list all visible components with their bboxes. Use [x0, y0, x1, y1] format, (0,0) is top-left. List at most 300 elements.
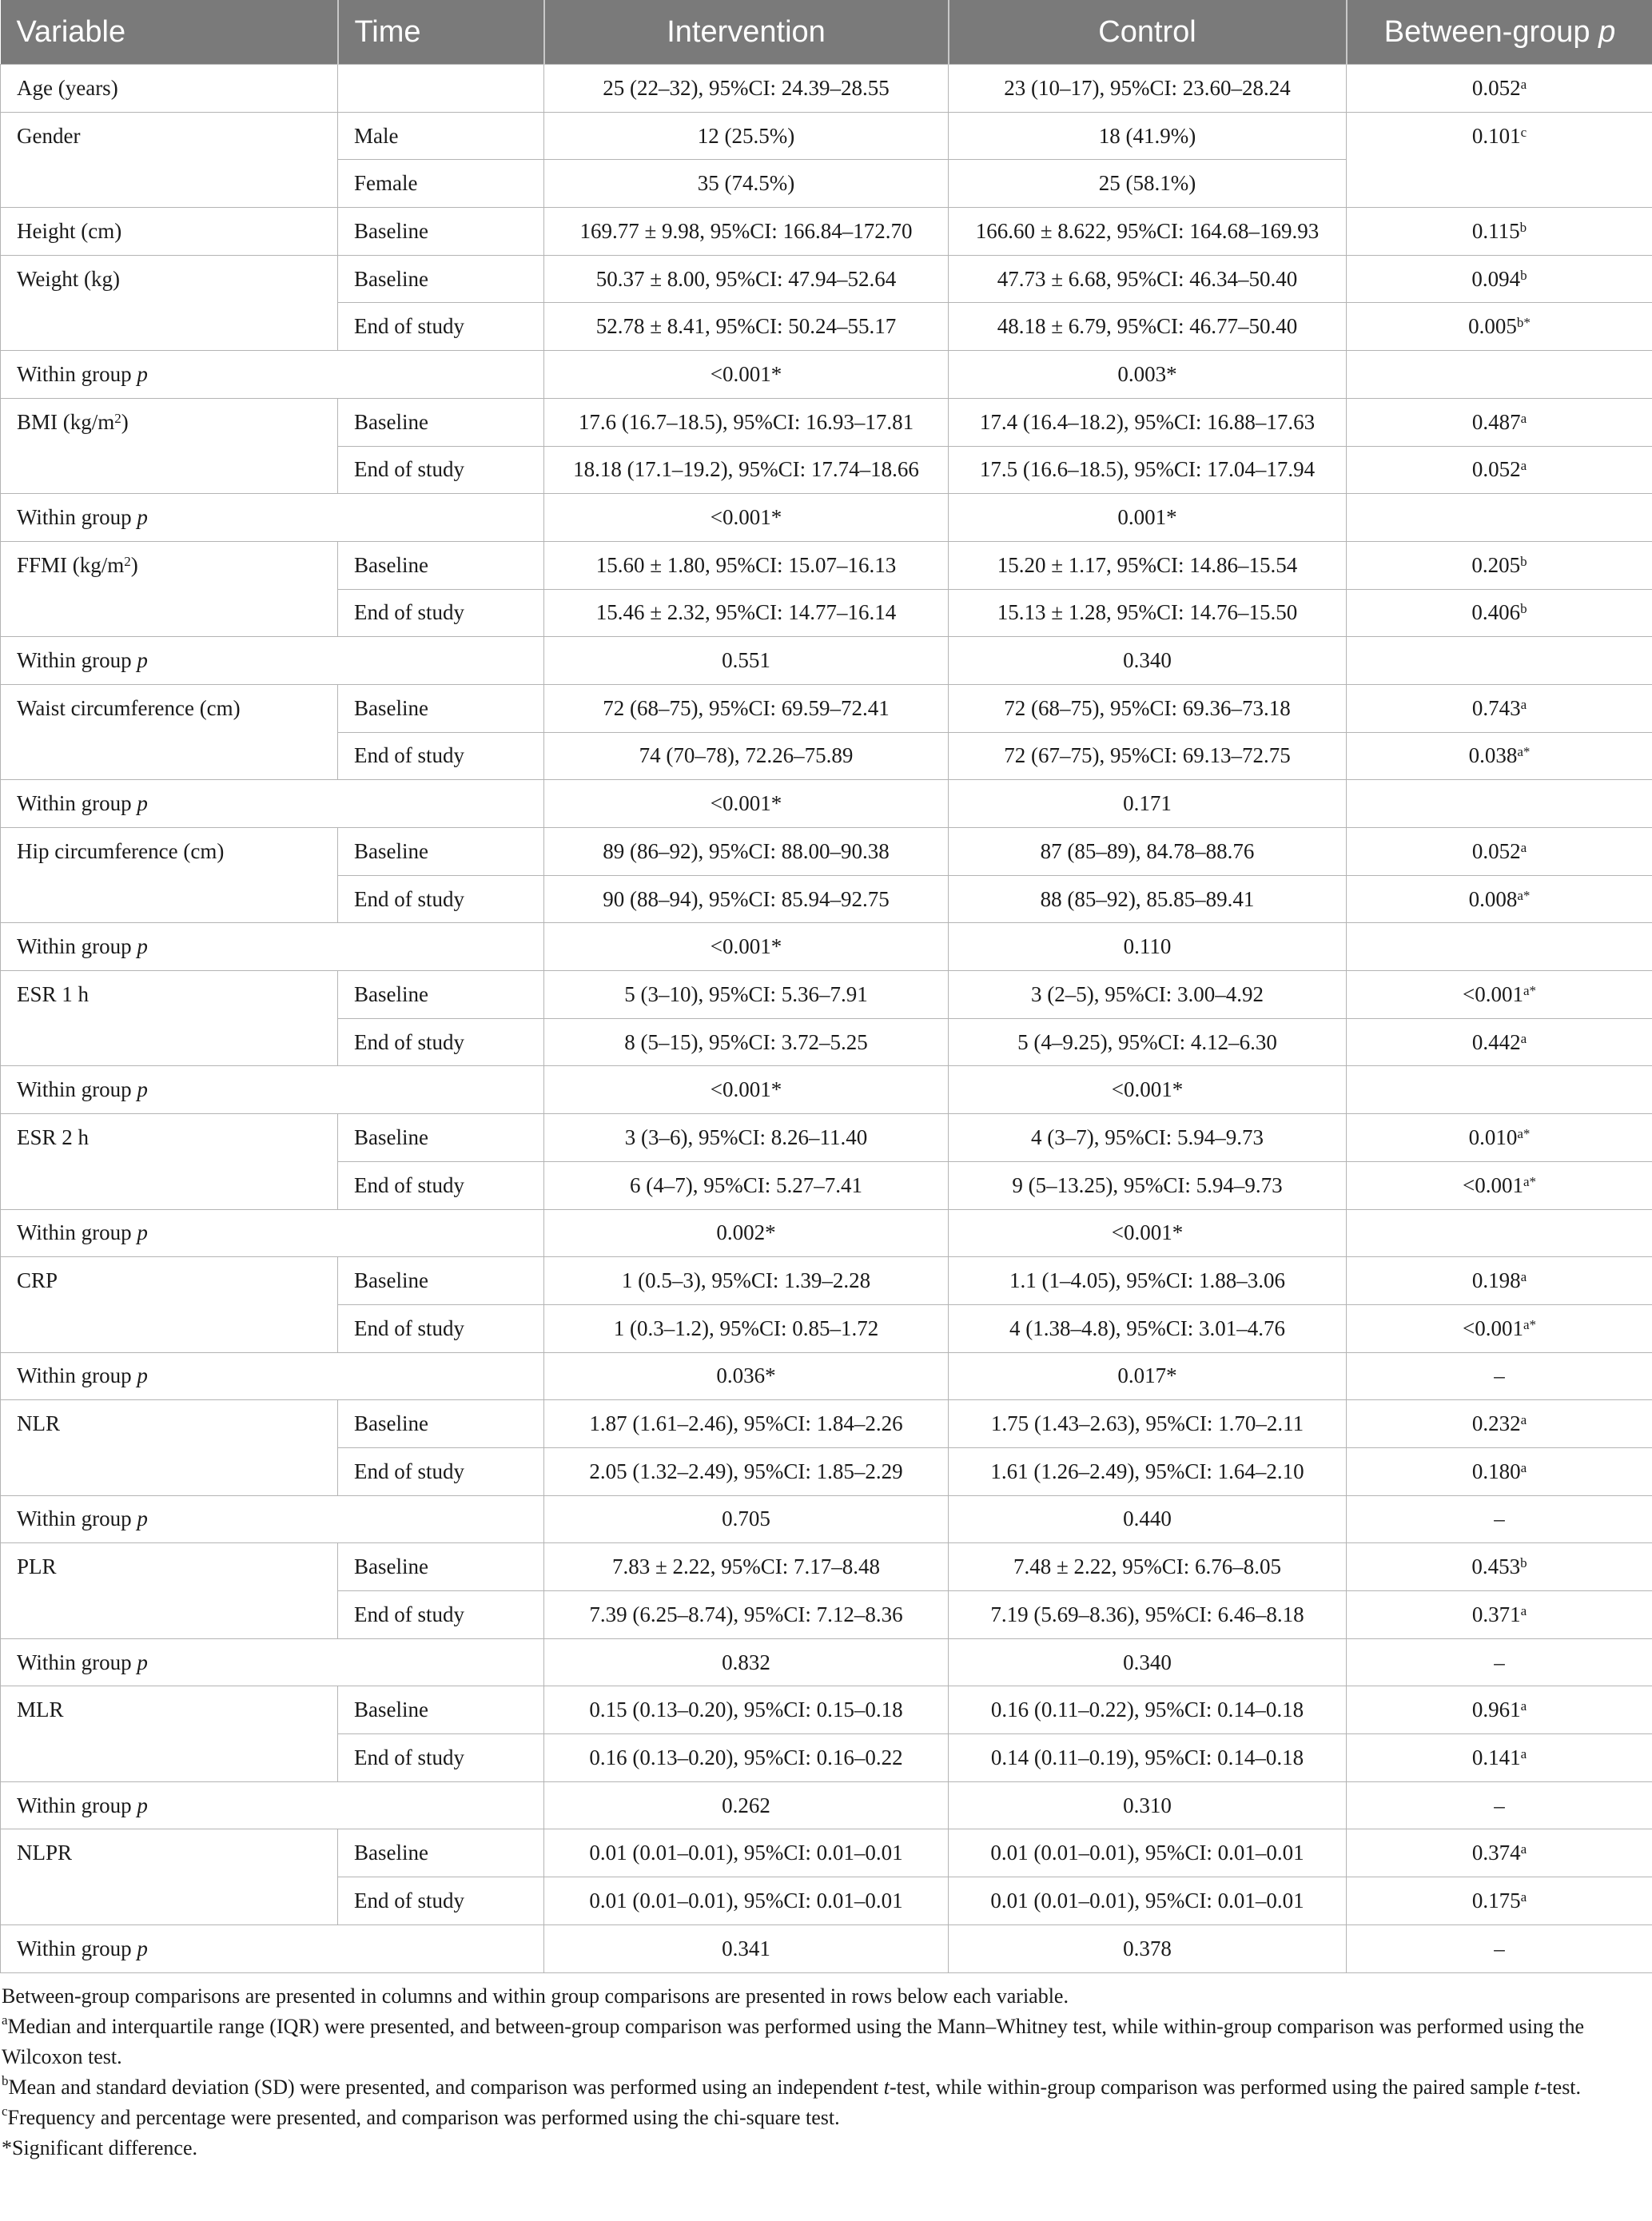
intervention-value: 3 (3–6), 95%CI: 8.26–11.40 [624, 1124, 868, 1149]
control-cell [949, 1066, 1347, 1114]
intervention-cell [544, 1638, 949, 1686]
p-footnote-mark: a [1520, 1459, 1527, 1475]
control-cell [949, 351, 1347, 399]
intervention-cell [544, 637, 949, 685]
p-footnote-mark: b [1520, 267, 1527, 283]
intervention-cell [544, 1495, 949, 1543]
intervention-value: 17.6 (16.7–18.5), 95%CI: 16.93–17.81 [578, 409, 914, 434]
table-row [1, 255, 1652, 303]
intervention-value: 6 (4–7), 95%CI: 5.27–7.41 [630, 1172, 862, 1197]
control-cell [949, 1543, 1347, 1591]
control-value: 0.110 [1123, 934, 1172, 959]
variable-cell [1, 65, 338, 113]
time-cell [338, 1877, 544, 1925]
time-cell [338, 1161, 544, 1209]
p-value: 0.487 [1471, 409, 1521, 434]
between-group-p-cell [1347, 684, 1652, 732]
variable-cell [1, 446, 338, 494]
control-value: 0.003* [1117, 361, 1177, 386]
control-value: 87 (85–89), 84.78–88.76 [1040, 838, 1255, 863]
footnote-a: $^a$Median and interquartile range (IQR) were presented, and between-group comparison was performed using the Mann–Whitney test, while within-group comparison was performed using the Wilcoxon test. [2, 2012, 1585, 2068]
intervention-cell [544, 1734, 949, 1782]
intervention-cell [544, 1400, 949, 1448]
variable-label: PLR [17, 1554, 57, 1579]
p-value: – [1494, 1793, 1505, 1817]
time-label: Baseline [354, 266, 428, 291]
intervention-value: 15.60 ± 1.80, 95%CI: 15.07–16.13 [595, 552, 897, 577]
p-value: 0.094 [1471, 266, 1521, 291]
intervention-cell [544, 446, 949, 494]
within-group-text: Within group [17, 1220, 137, 1245]
p-value: 0.371 [1471, 1602, 1521, 1626]
control-cell [949, 589, 1347, 637]
control-value: 0.01 (0.01–0.01), 95%CI: 0.01–0.01 [990, 1888, 1304, 1913]
control-value: 0.14 (0.11–0.19), 95%CI: 0.14–0.18 [990, 1745, 1304, 1769]
between-group-p-cell [1347, 828, 1652, 876]
control-cell [949, 398, 1347, 446]
table-row [1, 1781, 1652, 1829]
control-cell [949, 541, 1347, 589]
table-row [1, 494, 1652, 542]
intervention-value: 12 (25.5%) [697, 123, 795, 148]
intervention-value: 89 (86–92), 95%CI: 88.00–90.38 [603, 838, 890, 863]
variable-label: Age (years) [17, 76, 118, 100]
intervention-value: 0.01 (0.01–0.01), 95%CI: 0.01–0.01 [589, 1888, 903, 1913]
time-label: End of study [354, 1029, 464, 1054]
p-value: 0.052 [1471, 457, 1521, 482]
control-value: 7.19 (5.69–8.36), 95%CI: 6.46–8.18 [990, 1602, 1304, 1626]
table-row [1, 1924, 1652, 1972]
control-cell [949, 875, 1347, 923]
p-value: – [1494, 1936, 1505, 1960]
table-row [1, 65, 1652, 113]
intervention-value: 1 (0.3–1.2), 95%CI: 0.85–1.72 [613, 1315, 879, 1340]
between-group-p-cell [1347, 780, 1652, 828]
between-group-p-cell [1347, 65, 1652, 113]
variable-after: ) [130, 552, 138, 577]
within-group-text: Within group [17, 648, 137, 673]
intervention-value: 0.036* [716, 1363, 776, 1388]
variable-cell [1, 160, 338, 208]
intervention-value: 0.832 [722, 1650, 770, 1674]
intervention-cell [544, 1066, 949, 1114]
variable-label: ESR 1 h [17, 982, 90, 1007]
variable-cell [1, 398, 338, 446]
intervention-cell [544, 1543, 949, 1591]
table-row [1, 1638, 1652, 1686]
p-value: 0.453 [1471, 1554, 1521, 1579]
within-group-label [1, 494, 544, 542]
italic-p: p [137, 934, 148, 959]
footnote-general: Between-group comparisons are presented in columns and within group comparisons are presented in rows below each variable. [2, 1984, 1069, 2008]
header-between-group [1347, 0, 1652, 65]
p-footnote-mark: a* [1517, 1125, 1531, 1141]
time-cell [338, 1400, 544, 1448]
between-group-p-cell [1347, 971, 1652, 1019]
control-value: 1.75 (1.43–2.63), 95%CI: 1.70–2.11 [990, 1411, 1304, 1436]
footnote-b: $^b$Mean and standard deviation (SD) were presented, and comparison was performed using an independent t-test, while within-group comparison was performed using the paired sample t-test. [2, 2072, 1582, 2099]
variable-label: MLR [17, 1698, 64, 1722]
table-row [1, 1018, 1652, 1066]
control-cell [949, 780, 1347, 828]
intervention-cell [544, 1114, 949, 1162]
time-label: Baseline [354, 838, 428, 863]
time-label: Baseline [354, 695, 428, 720]
control-cell [949, 112, 1347, 160]
p-value: – [1494, 1363, 1505, 1388]
table-row [1, 303, 1652, 351]
control-value: 15.13 ± 1.28, 95%CI: 14.76–15.50 [997, 600, 1298, 625]
intervention-cell [544, 684, 949, 732]
table-row [1, 1447, 1652, 1495]
between-group-p-cell [1347, 732, 1652, 780]
variable-cell [1, 1257, 338, 1305]
intervention-value: 90 (88–94), 95%CI: 85.94–92.75 [603, 886, 890, 911]
between-group-p-cell [1347, 398, 1652, 446]
intervention-cell [544, 1352, 949, 1400]
p-value: 0.052 [1471, 838, 1521, 863]
time-label: Baseline [354, 1124, 428, 1149]
table-row [1, 112, 1652, 160]
p-value: 0.406 [1471, 600, 1521, 625]
table-row [1, 351, 1652, 399]
control-cell [949, 828, 1347, 876]
control-value: 0.378 [1123, 1936, 1172, 1960]
between-group-p-cell [1347, 1829, 1652, 1877]
control-value: 0.340 [1123, 1650, 1172, 1674]
table-row [1, 1543, 1652, 1591]
between-group-p-cell [1347, 160, 1652, 208]
variable-label: Waist circumference (cm) [17, 695, 241, 720]
time-label: End of study [354, 1745, 464, 1769]
p-footnote-mark: a [1520, 76, 1527, 92]
intervention-cell [544, 971, 949, 1019]
italic-p: p [137, 1650, 148, 1674]
intervention-cell [544, 1924, 949, 1972]
p-value: 0.205 [1471, 552, 1521, 577]
time-label: End of study [354, 743, 464, 768]
control-cell [949, 1781, 1347, 1829]
table-header [1, 0, 1652, 65]
variable-cell [1, 1829, 338, 1877]
variable-label: BMI (kg/m [17, 409, 115, 434]
variable-label: Hip circumference (cm) [17, 839, 225, 863]
within-group-label [1, 780, 544, 828]
intervention-value: 7.83 ± 2.22, 95%CI: 7.17–8.48 [611, 1554, 881, 1579]
italic-p: p [137, 1936, 148, 1960]
between-group-p-cell [1347, 1018, 1652, 1066]
control-cell [949, 1495, 1347, 1543]
control-value: 0.01 (0.01–0.01), 95%CI: 0.01–0.01 [990, 1841, 1304, 1865]
intervention-value: 52.78 ± 8.41, 95%CI: 50.24–55.17 [595, 314, 897, 339]
time-label: Baseline [354, 552, 428, 577]
time-cell [338, 446, 544, 494]
time-cell [338, 1591, 544, 1639]
control-cell [949, 1304, 1347, 1352]
intervention-value: 8 (5–15), 95%CI: 3.72–5.25 [624, 1029, 868, 1054]
control-value: 0.310 [1123, 1793, 1172, 1817]
intervention-cell [544, 589, 949, 637]
table-row [1, 875, 1652, 923]
time-cell [338, 112, 544, 160]
between-group-p-cell [1347, 1304, 1652, 1352]
p-value: <0.001 [1462, 1172, 1523, 1197]
between-group-p-cell [1347, 1447, 1652, 1495]
within-group-label [1, 1066, 544, 1114]
header-variable: Variable [1, 0, 338, 65]
control-value: 72 (67–75), 95%CI: 69.13–72.75 [1004, 743, 1291, 768]
table-row [1, 923, 1652, 971]
p-value: – [1494, 1650, 1505, 1674]
control-cell [949, 732, 1347, 780]
p-footnote-mark: a [1520, 839, 1527, 855]
control-value: 4 (3–7), 95%CI: 5.94–9.73 [1031, 1124, 1264, 1149]
p-footnote-mark: b [1520, 553, 1527, 569]
p-value: 0.374 [1471, 1841, 1521, 1865]
variable-cell [1, 303, 338, 351]
control-value: 4 (1.38–4.8), 95%CI: 3.01–4.76 [1009, 1315, 1285, 1340]
time-cell [338, 1257, 544, 1305]
between-group-p-cell [1347, 1877, 1652, 1925]
p-value: 0.010 [1468, 1124, 1518, 1149]
control-value: 17.4 (16.4–18.2), 95%CI: 16.88–17.63 [979, 409, 1316, 434]
variable-label: NLPR [17, 1841, 73, 1865]
footnote-significance: *Significant difference. [2, 2135, 197, 2159]
intervention-value: <0.001* [710, 791, 782, 816]
p-value: 0.038 [1468, 743, 1518, 768]
within-group-text: Within group [17, 791, 137, 816]
control-cell [949, 208, 1347, 256]
p-footnote-mark: a [1520, 1602, 1527, 1618]
italic-p: p [137, 1220, 148, 1245]
time-label: Baseline [354, 1698, 428, 1722]
control-value: 0.440 [1123, 1507, 1172, 1531]
footnote-c: $^c$Frequency and percentage were presented, and comparison was performed using the chi-square test. [2, 2103, 840, 2129]
intervention-value: 50.37 ± 8.00, 95%CI: 47.94–52.64 [595, 266, 897, 291]
intervention-cell [544, 1161, 949, 1209]
intervention-value: 74 (70–78), 72.26–75.89 [639, 743, 854, 768]
intervention-value: 35 (74.5%) [697, 171, 795, 196]
control-cell [949, 1686, 1347, 1734]
p-value: 0.232 [1471, 1411, 1521, 1436]
between-group-p-cell [1347, 1066, 1652, 1114]
italic-p: p [137, 505, 148, 530]
p-value: 0.743 [1471, 695, 1521, 720]
between-group-p-cell [1347, 589, 1652, 637]
time-label: End of study [354, 1315, 464, 1340]
time-label: End of study [354, 886, 464, 911]
control-cell [949, 684, 1347, 732]
control-value: <0.001* [1111, 1077, 1184, 1102]
table-row [1, 1686, 1652, 1734]
control-cell [949, 1591, 1347, 1639]
italic-p: p [137, 791, 148, 816]
p-footnote-mark: b [1520, 1555, 1527, 1571]
within-group-label [1, 1781, 544, 1829]
variable-sup: 2 [124, 553, 131, 569]
variable-cell [1, 1114, 338, 1162]
p-value: 0.115 [1471, 218, 1520, 243]
table-body [1, 65, 1652, 1973]
between-group-p-cell [1347, 1686, 1652, 1734]
time-cell [338, 589, 544, 637]
variable-cell [1, 1304, 338, 1352]
within-group-label [1, 1638, 544, 1686]
time-cell [338, 541, 544, 589]
footnotes [0, 1973, 1652, 2163]
between-group-p-cell [1347, 1734, 1652, 1782]
time-label: Baseline [354, 218, 428, 243]
between-group-p-cell [1347, 1352, 1652, 1400]
time-cell [338, 1018, 544, 1066]
control-value: 1.61 (1.26–2.49), 95%CI: 1.64–2.10 [990, 1459, 1304, 1483]
p-footnote-mark: a [1520, 1030, 1527, 1046]
intervention-value: 15.46 ± 2.32, 95%CI: 14.77–16.14 [595, 600, 897, 625]
intervention-value: 0.15 (0.13–0.20), 95%CI: 0.15–0.18 [589, 1698, 903, 1722]
p-footnote-mark: a* [1517, 887, 1531, 903]
control-cell [949, 1447, 1347, 1495]
p-value: 0.005 [1468, 314, 1517, 339]
between-group-p-cell [1347, 1400, 1652, 1448]
variable-cell [1, 732, 338, 780]
intervention-value: 72 (68–75), 95%CI: 69.59–72.41 [603, 695, 890, 720]
control-value: 0.16 (0.11–0.22), 95%CI: 0.14–0.18 [990, 1698, 1304, 1722]
variable-cell [1, 1877, 338, 1925]
time-label: Male [354, 123, 399, 148]
time-label: End of study [354, 457, 464, 482]
intervention-cell [544, 112, 949, 160]
time-cell [338, 684, 544, 732]
time-label: End of study [354, 1172, 464, 1197]
control-cell [949, 1638, 1347, 1686]
control-cell [949, 1161, 1347, 1209]
between-group-p-cell [1347, 1495, 1652, 1543]
control-cell [949, 1114, 1347, 1162]
p-footnote-mark: a [1520, 1745, 1527, 1761]
p-footnote-mark: c [1520, 124, 1527, 140]
within-group-text: Within group [17, 1077, 137, 1102]
intervention-cell [544, 1209, 949, 1257]
variable-cell [1, 1447, 338, 1495]
p-value: 0.961 [1471, 1698, 1521, 1722]
between-group-p-cell [1347, 1114, 1652, 1162]
variable-sup: 2 [114, 410, 121, 426]
table-row [1, 1734, 1652, 1782]
p-footnote-mark: a* [1517, 744, 1531, 760]
control-value: 47.73 ± 6.68, 95%CI: 46.34–50.40 [997, 266, 1298, 291]
table-row [1, 1591, 1652, 1639]
time-cell [338, 1304, 544, 1352]
p-footnote-mark: a* [1523, 982, 1537, 998]
intervention-cell [544, 1877, 949, 1925]
variable-after: ) [121, 409, 129, 434]
variable-cell [1, 1686, 338, 1734]
control-cell [949, 1734, 1347, 1782]
table-row [1, 589, 1652, 637]
p-footnote-mark: a [1520, 1412, 1527, 1428]
variable-cell [1, 541, 338, 589]
p-footnote-mark: a [1520, 1889, 1527, 1905]
variable-cell [1, 1018, 338, 1066]
within-group-label [1, 637, 544, 685]
p-value: 0.008 [1468, 886, 1518, 911]
table-row [1, 1257, 1652, 1305]
time-cell [338, 828, 544, 876]
table-row [1, 780, 1652, 828]
between-group-p-cell [1347, 1781, 1652, 1829]
variable-label: Height (cm) [17, 219, 122, 244]
control-cell [949, 1924, 1347, 1972]
control-value: 3 (2–5), 95%CI: 3.00–4.92 [1031, 981, 1264, 1006]
table-row [1, 541, 1652, 589]
control-value: 48.18 ± 6.79, 95%CI: 46.77–50.40 [997, 314, 1298, 339]
intervention-value: 5 (3–10), 95%CI: 5.36–7.91 [624, 981, 868, 1006]
table-row [1, 1495, 1652, 1543]
italic-p: p [137, 1363, 148, 1388]
control-value: 1.1 (1–4.05), 95%CI: 1.88–3.06 [1009, 1268, 1285, 1293]
p-value: 0.198 [1471, 1268, 1521, 1293]
header-intervention: Intervention [544, 0, 949, 65]
intervention-value: 0.01 (0.01–0.01), 95%CI: 0.01–0.01 [589, 1841, 903, 1865]
variable-cell [1, 684, 338, 732]
intervention-cell [544, 828, 949, 876]
within-group-label [1, 1495, 544, 1543]
between-group-p-cell [1347, 923, 1652, 971]
p-value: 0.052 [1471, 75, 1521, 100]
header-control: Control [949, 0, 1347, 65]
control-value: 72 (68–75), 95%CI: 69.36–73.18 [1004, 695, 1291, 720]
intervention-value: 7.39 (6.25–8.74), 95%CI: 7.12–8.36 [589, 1602, 903, 1626]
intervention-cell [544, 303, 949, 351]
control-value: 88 (85–92), 85.85–89.41 [1040, 886, 1255, 911]
intervention-value: 0.551 [722, 648, 770, 673]
p-footnote-mark: b [1520, 601, 1527, 617]
between-group-p-cell [1347, 541, 1652, 589]
table-row [1, 208, 1652, 256]
intervention-cell [544, 351, 949, 399]
within-group-text: Within group [17, 505, 137, 530]
intervention-value: 1 (0.5–3), 95%CI: 1.39–2.28 [621, 1268, 871, 1293]
control-value: 0.340 [1123, 648, 1172, 673]
p-footnote-mark: a* [1523, 1316, 1537, 1332]
intervention-cell [544, 1781, 949, 1829]
within-group-label [1, 351, 544, 399]
control-value: 0.017* [1117, 1363, 1177, 1388]
control-cell [949, 303, 1347, 351]
intervention-cell [544, 875, 949, 923]
p-value: 0.180 [1471, 1459, 1521, 1483]
time-label: End of study [354, 1602, 464, 1626]
intervention-cell [544, 923, 949, 971]
time-cell [338, 1734, 544, 1782]
variable-label: FFMI (kg/m [17, 552, 125, 577]
header-time: Time [338, 0, 544, 65]
within-group-text: Within group [17, 1507, 137, 1531]
time-label: Baseline [354, 1411, 428, 1436]
italic-p: p [137, 1793, 148, 1817]
within-group-text: Within group [17, 1363, 137, 1388]
control-cell [949, 1257, 1347, 1305]
intervention-cell [544, 65, 949, 113]
control-value: 15.20 ± 1.17, 95%CI: 14.86–15.54 [997, 552, 1298, 577]
table-row [1, 732, 1652, 780]
between-group-p-cell [1347, 1591, 1652, 1639]
control-value: 18 (41.9%) [1098, 123, 1196, 148]
time-cell [338, 1447, 544, 1495]
table-row [1, 1829, 1652, 1877]
control-cell [949, 160, 1347, 208]
time-cell [338, 65, 544, 113]
